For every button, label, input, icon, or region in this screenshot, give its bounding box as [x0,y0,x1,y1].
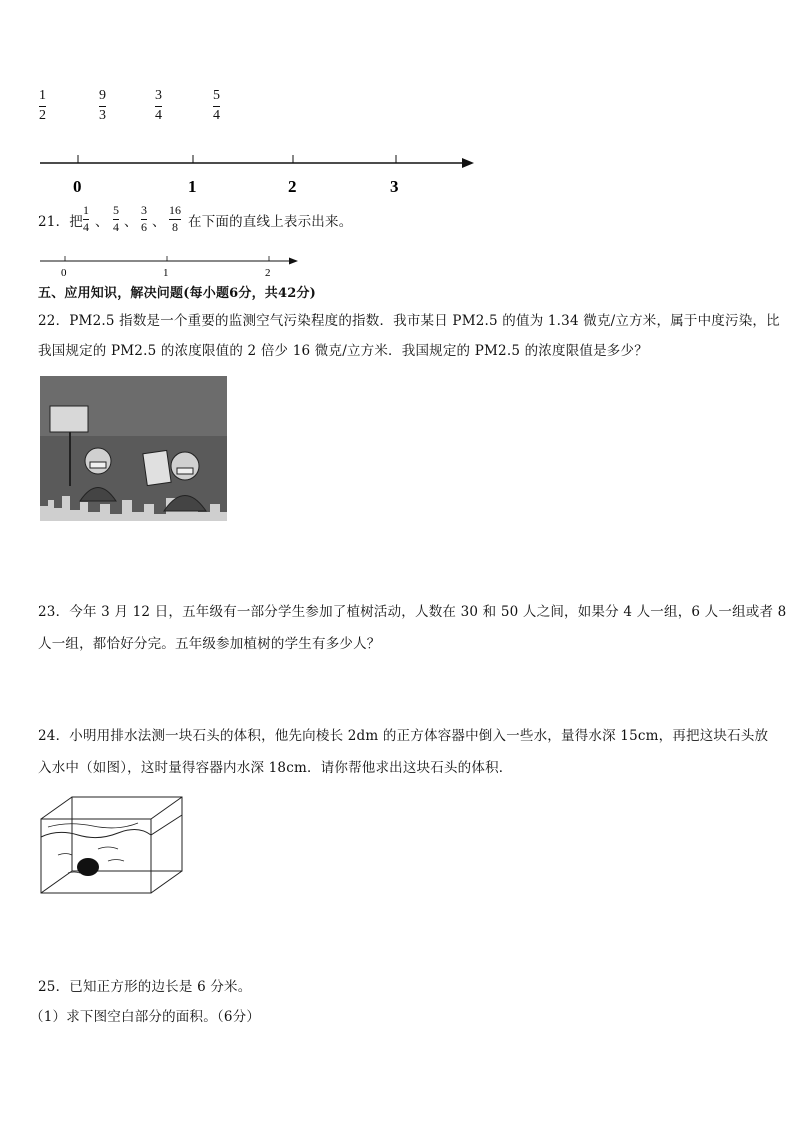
line2-tick-1: 1 [163,267,169,279]
q25-line-2: （1）求下图空白部分的面积。（6分） [30,1009,261,1025]
q25-line-1: 25．已知正方形的边长是 6 分米。 [38,979,252,995]
line2-tick-2: 2 [265,267,271,279]
stone-shape [77,858,99,876]
tick-label-3: 3 [390,177,399,196]
q24-line-2: 入水中（如图），这时量得容器内水深 18cm．请你帮他求出这块石头的体积． [38,760,513,776]
q21-prefix: 21．把 [38,214,83,230]
fraction-3-4: 3 4 [155,88,162,123]
q21-sep-1: 、 [95,214,109,230]
fraction-5-4: 5 4 [213,88,220,123]
section-5-heading: 五、应用知识，解决问题(每小题6分，共42分) [38,286,317,301]
fraction-9-3: 9 3 [99,88,106,123]
q22-line-2: 我国规定的 PM2.5 的浓度限值的 2 倍少 16 微克/立方米．我国规定的 PM2.5 的浓度限值是多少？ [38,343,648,359]
q21-fraction-3-6: 3 6 [141,203,147,234]
number-line-2 [30,252,310,282]
fraction-1-2: 1 2 [39,88,46,123]
tick-label-1: 1 [188,177,197,196]
q23-line-1: 23．今年 3 月 12 日，五年级有一部分学生参加了植树活动，人数在 30 和 50 人之间，如果分 4 人一组，6 人一组或者 8 [38,604,787,620]
line2-tick-0: 0 [61,267,67,279]
cube-container-diagram [38,793,188,897]
q21-sep-2: 、 [124,214,138,230]
q21-suffix: 在下面的直线上表示出来。 [188,214,353,230]
pollution-cartoon-image [40,376,227,521]
tick-label-0: 0 [73,177,82,196]
q21-fraction-1-4: 1 4 [83,203,89,234]
q22-line-1: 22．PM2.5 指数是一个重要的监测空气污染程度的指数．我市某日 PM2.5 的值为 1.34 微克/立方米，属于中度污染，比 [38,313,780,329]
number-line-1 [30,150,490,200]
q21-fraction-5-4: 5 4 [113,203,119,234]
q21-fraction-16-8: 16 8 [169,203,181,234]
q21-sep-3: 、 [152,214,166,230]
q23-line-2: 人一组，都恰好分完。五年级参加植树的学生有多少人？ [38,636,381,652]
tick-label-2: 2 [288,177,297,196]
q24-line-1: 24．小明用排水法测一块石头的体积，他先向棱长 2dm 的正方体容器中倒入一些水，量得水深 15cm，再把这块石头放 [38,728,769,744]
